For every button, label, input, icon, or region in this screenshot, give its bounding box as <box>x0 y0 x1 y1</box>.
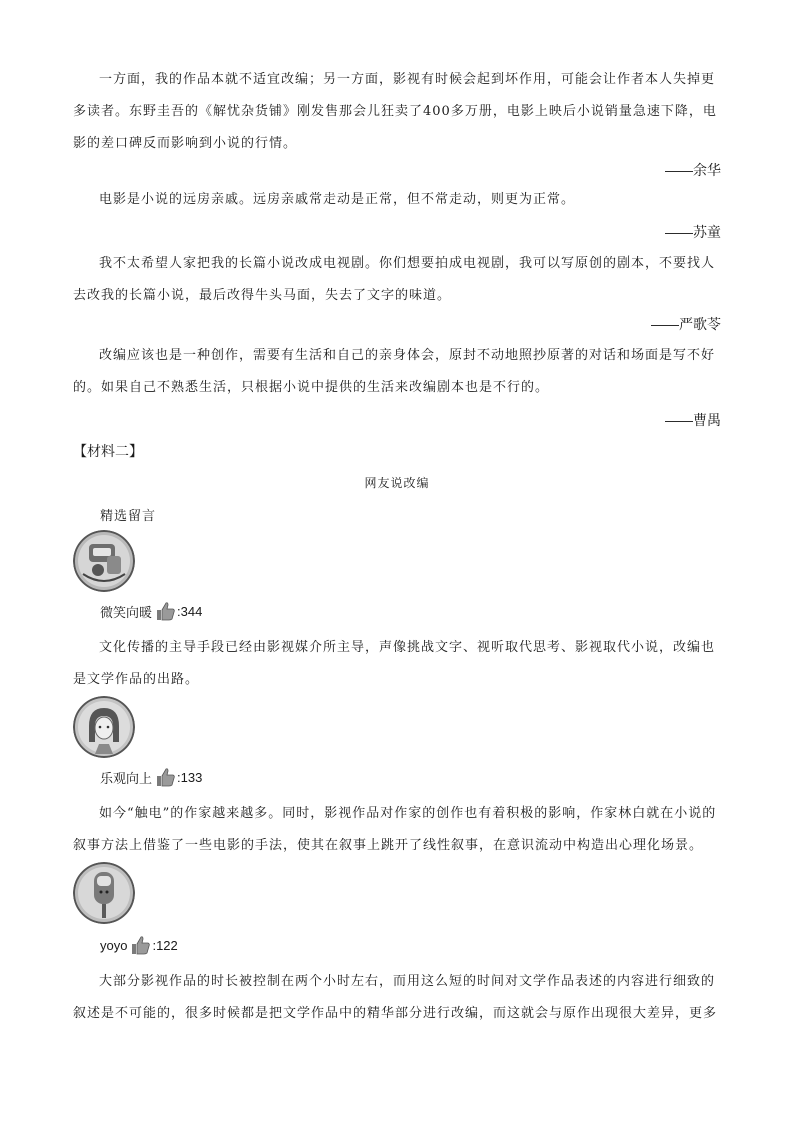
thumbs-up-icon[interactable] <box>154 766 176 788</box>
section-heading: 【材料二】 <box>73 443 143 459</box>
quote-paragraph: 改编应该也是一种创作，需要有生活和自己的亲身体会，原封不动地照抄原著的对话和场面是写不好的。如果自己不熟悉生活，只根据小说中提供的生活来改编剧本也是不行的。 <box>73 348 716 395</box>
quote-paragraph: 电影是小说的远房亲戚。远房亲戚常走动是正常，但不常走动，则更为正常。 <box>99 192 576 207</box>
comment-username: 微笑向暖 <box>100 604 153 620</box>
comment-username: 乐观向上 <box>100 770 153 786</box>
avatar-girl-icon <box>73 696 135 758</box>
avatar-cartoon-icon <box>73 530 135 592</box>
comment-user-row <box>100 934 178 956</box>
comment-user-row <box>100 766 202 788</box>
comment-text: 大部分影视作品的时长被控制在两个小时左右，而用这么短的时间对文学作品表述的内容进行细致的叙述是不可能的，很多时候都是把文学作品中的精华部分进行改编，而这就会与原作出现很大差异，更多 <box>73 974 718 1021</box>
comment-username: yoyo <box>100 937 128 953</box>
quote-author: ——严歌苓 <box>651 316 721 332</box>
comment-user-row <box>100 600 202 622</box>
like-count: :133 <box>177 769 203 785</box>
comment-text: 如今“触电”的作家越来越多。同时，影视作品对作家的创作也有着积极的影响，作家林白就在小说的叙事方法上借鉴了一些电影的手法，使其在叙事上跳开了线性叙事，在意识流动中构造出心理化场景。 <box>73 806 717 853</box>
quote-author: ——苏童 <box>665 224 721 240</box>
like-count: :344 <box>177 603 203 619</box>
thumbs-up-icon[interactable] <box>154 600 176 622</box>
quote-author: ——曹禺 <box>665 412 721 428</box>
quote-author: ——余华 <box>665 162 721 178</box>
quote-paragraph: 一方面，我的作品本就不适宜改编；另一方面，影视有时候会起到坏作用，可能会让作者本人失掉更多读者。东野圭吾的《解忧杂货铺》刚发售那会儿狂卖了400多万册，电影上映后小说销量急速下降，电影的差口碑反而影响到小说的行情。 <box>73 72 717 151</box>
featured-comments-label: 精选留言 <box>100 509 157 524</box>
comment-text: 文化传播的主导手段已经由影视媒介所主导，声像挑战文字、视听取代思考、影视取代小说，改编也是文学作品的出路。 <box>73 640 716 687</box>
avatar-popsicle-icon <box>73 862 135 924</box>
thumbs-up-icon[interactable] <box>129 934 151 956</box>
page-title: 网友说改编 <box>364 476 430 490</box>
like-count: :122 <box>152 937 178 953</box>
quote-paragraph: 我不太希望人家把我的长篇小说改成电视剧。你们想要拍成电视剧，我可以写原创的剧本，不要找人去改我的长篇小说，最后改得牛头马面，失去了文字的味道。 <box>73 256 716 303</box>
